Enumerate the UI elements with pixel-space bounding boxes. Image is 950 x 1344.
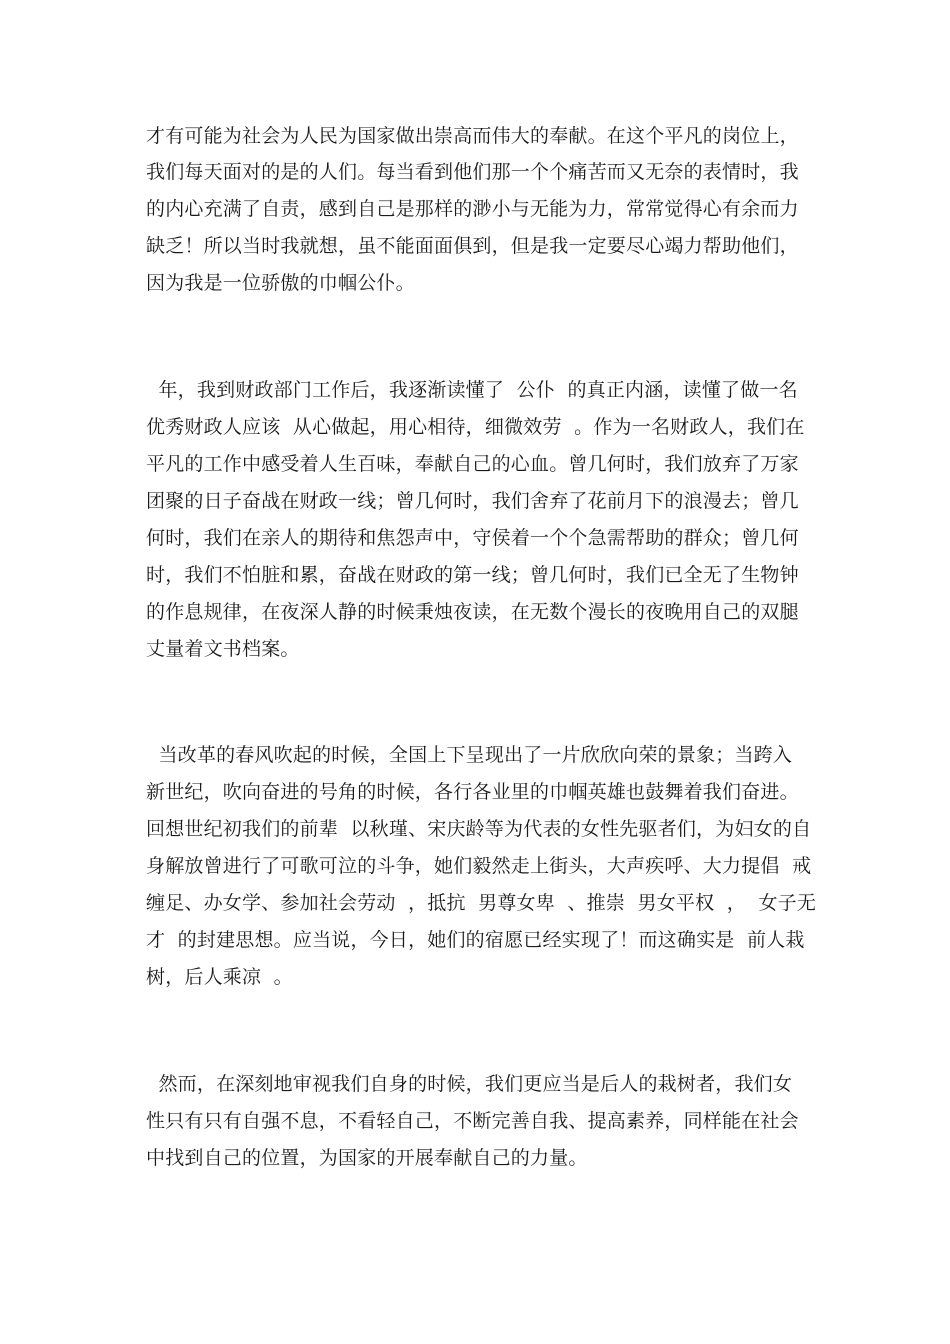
text-line: 身解放曾进行了可歌可泣的斗争，她们毅然走上街头，大声疾呼、大力提倡 戒 [146,855,812,877]
text-line: 当改革的春风吹起的时候，全国上下呈现出了一片欣欣向荣的景象；当跨入 [146,744,793,766]
text-line: 然而，在深刻地审视我们自身的时候，我们更应当是后人的栽树者，我们女 [146,1073,793,1095]
text-line: 的作息规律，在夜深人静的时候秉烛夜读，在无数个漫长的夜晚用自己的双腿 [146,601,799,623]
text-line: 团聚的日子奋战在财政一线；曾几何时，我们舍弃了花前月下的浪漫去；曾几 [146,490,799,512]
text-line: 才 的封建思想。应当说，今日，她们的宿愿已经实现了！而这确实是 前人栽 [146,929,805,951]
text-line: 树，后人乘凉 。 [146,966,293,988]
text-line: 缺乏！所以当时我就想，虽不能面面俱到，但是我一定要尽心竭力帮助他们， [146,235,799,257]
text-line: 缠足、办女学、参加社会劳动 ，抵抗 男尊女卑 、推崇 男女平权 ， 女子无 [146,892,817,914]
text-line: 性只有只有自强不息，不看轻自己，不断完善自我、提高素养，同样能在社会 [146,1110,799,1132]
text-line: 才有可能为社会为人民为国家做出崇高而伟大的奉献。在这个平凡的岗位上， [146,125,799,147]
text-line: 丈量着文书档案。 [146,638,300,660]
text-line: 因为我是一位骄傲的巾帼公仆。 [146,272,415,294]
text-line: 的内心充满了自责，感到自己是那样的渺小与无能为力，常常觉得心有余而力 [146,198,799,220]
text-line: 我们每天面对的是的人们。每当看到他们那一个个痛苦而又无奈的表情时，我 [146,161,799,183]
text-line: 中找到自己的位置，为国家的开展奉献自己的力量。 [146,1147,588,1169]
text-line: 新世纪，吹向奋进的号角的时候，各行各业里的巾帼英雄也鼓舞着我们奋进。 [146,781,799,803]
text-line: 年，我到财政部门工作后，我逐渐读懂了 公仆 的真正内涵，读懂了做一名 [146,379,798,401]
text-line: 平凡的工作中感受着人生百味，奉献自己的心血。曾几何时，我们放弃了万家 [146,453,799,475]
text-line: 优秀财政人应该 从心做起，用心相待，细微效劳 。作为一名财政人，我们在 [146,416,805,438]
text-line: 时，我们不怕脏和累，奋战在财政的第一线；曾几何时，我们已全无了生物钟 [146,564,799,586]
text-line: 回想世纪初我们的前辈 以秋瑾、宋庆龄等为代表的女性先驱者们，为妇女的自 [146,818,812,840]
text-line: 何时，我们在亲人的期待和焦怨声中，守侯着一个个急需帮助的群众；曾几何 [146,527,799,549]
